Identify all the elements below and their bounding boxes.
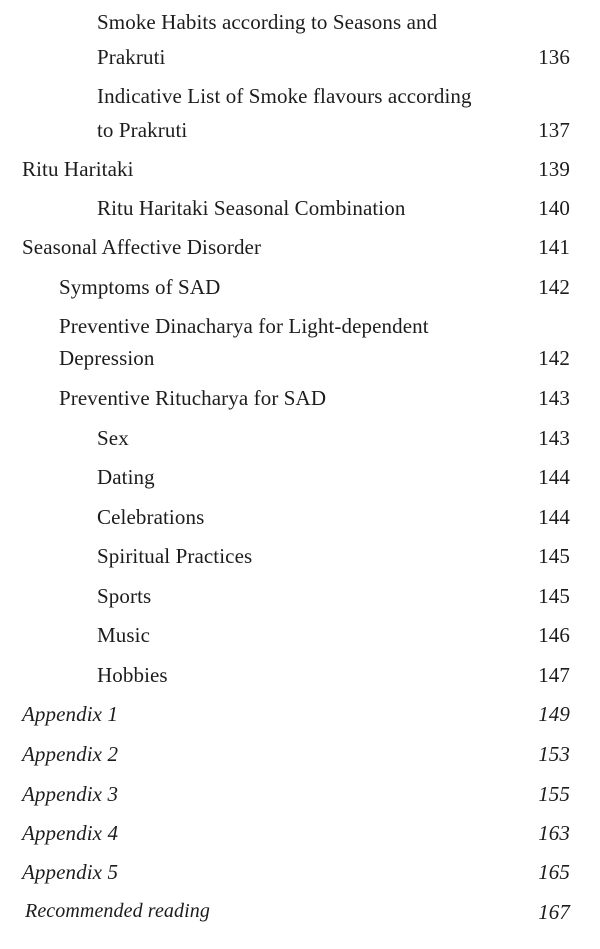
toc-page-number: 144 [538,505,570,529]
toc-page-number: 145 [538,544,570,568]
toc-entry-title: Seasonal Affective Disorder [22,235,262,259]
toc-page-number: 167 [538,900,570,924]
toc-entry [0,584,600,612]
toc-entry [0,84,600,144]
toc-page-number: 153 [538,742,570,766]
toc-entry-title: Recommended reading [25,900,210,922]
toc-entry [0,742,600,770]
toc-entry [0,623,600,651]
toc-page-number: 149 [538,702,570,726]
toc-entry [0,860,600,888]
toc-entry [0,314,600,374]
toc-entry [0,821,600,849]
toc-entry-title: Preventive Dinacharya for Light-dependent [59,314,429,338]
toc-entry-title: Smoke Habits according to Seasons and [97,10,438,34]
toc-entry-title: Music [97,623,150,647]
toc-entry [0,10,600,70]
toc-page-number: 142 [538,346,570,370]
toc-entry-title: Celebrations [97,505,205,529]
toc-entry [0,544,600,572]
toc-page-number: 144 [538,465,570,489]
toc-entry-title: Appendix 5 [22,860,119,884]
toc-page-number: 139 [538,157,570,181]
toc-page-number: 137 [538,118,570,142]
toc-entry-title: Ritu Haritaki Seasonal Combination [97,196,406,220]
toc-page-number: 136 [538,45,570,69]
toc-entry [0,465,600,493]
toc-entry-title: Spiritual Practices [97,544,253,568]
toc-entry [0,505,600,533]
toc-page-number: 140 [538,196,570,220]
toc-entry-title-continued: to Prakruti [97,118,188,142]
toc-page-number: 163 [538,821,570,845]
toc-entry [0,235,600,263]
toc-entry [0,782,600,810]
toc-page-number: 143 [538,426,570,450]
toc-entry-title: Preventive Ritucharya for SAD [59,386,327,410]
toc-page-number: 155 [538,782,570,806]
toc-page-number: 142 [538,275,570,299]
toc-entry-title: Appendix 4 [22,821,119,845]
toc-page-number: 145 [538,584,570,608]
toc-entry-title: Appendix 2 [22,742,119,766]
toc-entry [0,196,600,224]
toc-entry-title: Appendix 1 [22,702,119,726]
toc-entry-title: Hobbies [97,663,168,687]
toc-page-number: 146 [538,623,570,647]
toc-entry [0,426,600,454]
toc-entry [0,702,600,730]
toc-entry [0,275,600,303]
toc-entry-title-continued: Prakruti [97,45,166,69]
toc-entry [0,900,600,928]
toc-entry [0,157,600,185]
toc-page-number: 147 [538,663,570,687]
toc-entry-title: Symptoms of SAD [59,275,221,299]
toc-entry-title-continued: Depression [59,346,155,370]
toc-entry-title: Indicative List of Smoke flavours according [97,84,472,108]
toc-entry-title: Dating [97,465,155,489]
toc-entry-title: Sports [97,584,152,608]
toc-entry-title: Ritu Haritaki [22,157,134,181]
toc-entry-title: Appendix 3 [22,782,119,806]
toc-entry [0,663,600,691]
toc-page-number: 143 [538,386,570,410]
toc-entry-title: Sex [97,426,129,450]
toc-entry [0,386,600,414]
toc-page-number: 141 [538,235,570,259]
toc-page-number: 165 [538,860,570,884]
